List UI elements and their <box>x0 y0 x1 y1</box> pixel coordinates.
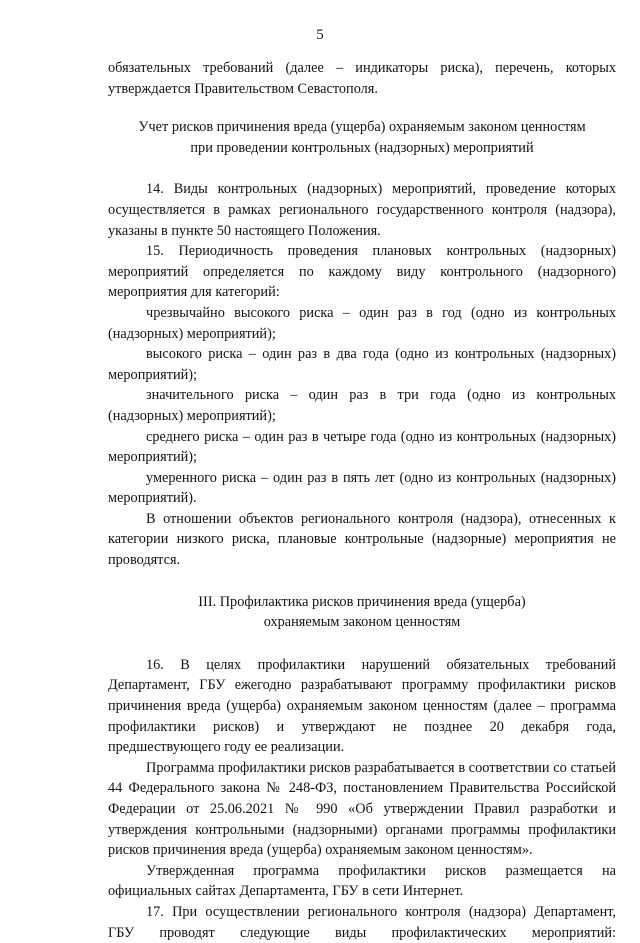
section-heading-risk-accounting <box>108 117 616 158</box>
risk-category-item: среднего риска – один раз в четыре года (одно из контрольных (надзорных) мероприятий); <box>108 428 616 466</box>
risk-category-item: чрезвычайно высокого риска – один раз в год (одно из контрольных (надзорных) мероприятий); <box>108 304 616 342</box>
risk-category-item: высокого риска – один раз в два года (одно из контрольных (надзорных) мероприятий); <box>108 346 616 383</box>
page-content <box>108 58 616 943</box>
heading-line: охраняемым законом ценностям <box>263 614 461 631</box>
paragraph-15: 15. Периодичность проведения плановых контрольных (надзорных) мероприятий определяется по каждому виду контрольного (надзорного) мероприятия для категорий: <box>108 243 616 301</box>
section-heading-prevention <box>108 592 616 633</box>
heading-line: III. Профилактика рисков причинения вреда (ущерба) <box>198 593 526 610</box>
paragraph-approved-program: Утвержденная программа профилактики рисков размещается на официальных сайтах Департамента, ГБУ в сети Интернет. <box>108 862 616 900</box>
paragraph-program: Программа профилактики рисков разрабатывается в соответствии со статьей 44 Федерального закона № 248-ФЗ, постановлением Правительства Российской Федерации от 25.06.2021 № 990 «Об утверждении Правил разработки и утверждения контрольными (надзорными) органами программы профилактики рисков причинения вреда (ущерба) охраняемым законом ценностям». <box>108 759 616 859</box>
risk-category-item: умеренного риска – один раз в пять лет (одно из контрольных (надзорных) мероприятий). <box>108 469 616 507</box>
heading-line: Учет рисков причинения вреда (ущерба) охраняемым законом ценностям <box>138 119 586 136</box>
heading-line: при проведении контрольных (надзорных) мероприятий <box>190 139 534 156</box>
paragraph-14: 14. Виды контрольных (надзорных) мероприятий, проведение которых осуществляется в рамках регионального государственного контроля (надзора), указаны в пункте 50 настоящего Положения. <box>108 181 616 239</box>
risk-category-item: значительного риска – один раз в три года (одно из контрольных (надзорных) мероприятий); <box>108 387 616 424</box>
paragraph-low-risk: В отношении объектов регионального контроля (надзора), отнесенных к категории низкого риска, плановые контрольные (надзорные) мероприятия не проводятся. <box>108 510 616 569</box>
page-number: 5 <box>316 27 324 43</box>
paragraph-intro: обязательных требований (далее – индикаторы риска), перечень, которых утверждается Правительством Севастополя. <box>108 60 616 97</box>
paragraph-16: 16. В целях профилактики нарушений обязательных требований Департамент, ГБУ ежегодно разрабатывают программу профилактики рисков причинения вреда (ущерба) охраняемым законом ценностям (далее – программа профилактики рисков) и утверждают не позднее 20 декабря года, предшествующего году ее реализации. <box>108 656 616 756</box>
paragraph-17: 17. При осуществлении регионального контроля (надзора) Департамент, ГБУ проводят следующие виды профилактических мероприятий: <box>108 903 616 941</box>
